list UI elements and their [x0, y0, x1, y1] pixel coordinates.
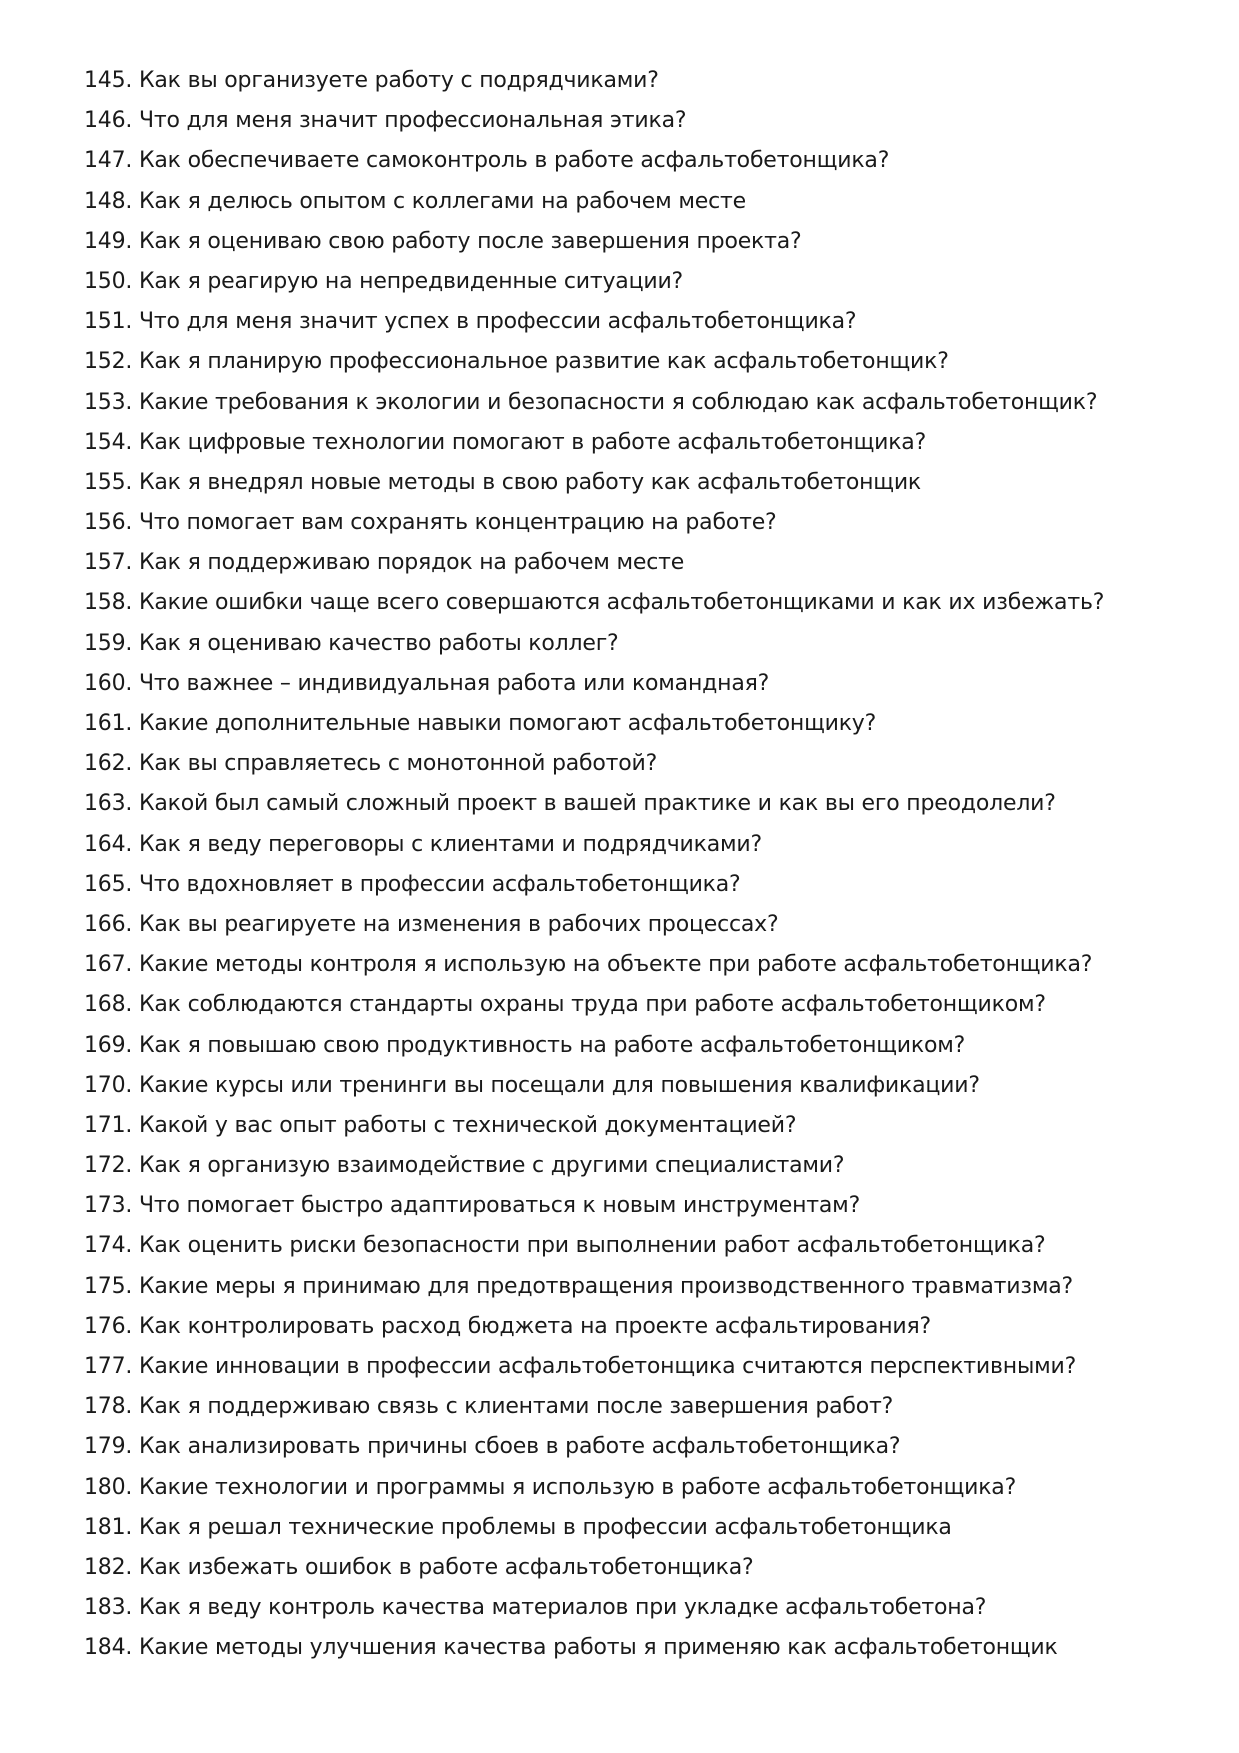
question-number: 152. [84, 349, 133, 375]
question-number: 158. [84, 590, 133, 616]
question-item [84, 101, 1164, 141]
question-item [84, 1226, 1164, 1266]
question-list [84, 61, 1164, 1669]
question-text: Как оценить риски безопасности при выполнении работ асфальтобетонщика? [138, 1233, 1046, 1259]
question-item [84, 825, 1164, 865]
question-text: Какие методы улучшения качества работы я применяю как асфальтобетонщик [138, 1635, 1058, 1661]
question-text: Как цифровые технологии помогают в работе асфальтобетонщика? [138, 429, 927, 455]
question-item [84, 262, 1164, 302]
question-item [84, 1628, 1164, 1668]
question-number: 173. [84, 1193, 133, 1219]
question-item [84, 865, 1164, 905]
question-number: 177. [84, 1354, 133, 1379]
question-number: 167. [84, 952, 133, 978]
question-number: 147. [84, 148, 133, 174]
question-number: 184. [84, 1635, 133, 1661]
question-text: Что для меня значит профессиональная этика? [138, 108, 687, 134]
question-text: Что помогает быстро адаптироваться к новым инструментам? [138, 1193, 861, 1219]
question-number: 146. [84, 108, 133, 134]
question-item [84, 1146, 1164, 1186]
question-item [84, 1347, 1164, 1387]
question-number: 166. [84, 911, 133, 937]
question-item [84, 1548, 1164, 1588]
question-number: 171. [84, 1112, 133, 1138]
question-text: Как вы реагируете на изменения в рабочих процессах? [138, 911, 779, 937]
question-text: Как я веду переговоры с клиентами и подрядчиками? [138, 831, 762, 857]
question-number: 157. [84, 550, 133, 576]
question-item [84, 222, 1164, 262]
question-item [84, 503, 1164, 543]
question-item [84, 1307, 1164, 1347]
question-item [84, 945, 1164, 985]
question-number: 149. [84, 228, 133, 254]
question-item [84, 704, 1164, 744]
question-text: Как я решал технические проблемы в профессии асфальтобетонщика [138, 1514, 952, 1540]
question-item [84, 463, 1164, 503]
question-number: 156. [84, 510, 133, 536]
question-text: Какие требования к экологии и безопасности я соблюдаю как асфальтобетонщик? [138, 389, 1098, 415]
question-number: 179. [84, 1434, 133, 1460]
question-number: 148. [84, 188, 133, 214]
question-number: 165. [84, 871, 133, 897]
question-text: Какие курсы или тренинги вы посещали для повышения квалификации? [138, 1072, 980, 1098]
question-number: 183. [84, 1595, 133, 1621]
question-item [84, 1468, 1164, 1508]
question-item [84, 1106, 1164, 1146]
question-item [84, 1026, 1164, 1066]
question-number: 153. [84, 389, 133, 415]
question-item [84, 583, 1164, 623]
question-text: Какие инновации в профессии асфальтобетонщика считаются перспективными? [138, 1354, 1077, 1379]
question-number: 175. [84, 1273, 133, 1299]
question-text: Как вы организуете работу с подрядчиками? [138, 68, 659, 93]
question-text: Какие технологии и программы я использую в работе асфальтобетонщика? [138, 1474, 1017, 1500]
question-number: 163. [84, 791, 133, 817]
question-text: Как я делюсь опытом с коллегами на рабочем месте [138, 188, 746, 214]
question-number: 150. [84, 268, 133, 294]
question-number: 162. [84, 751, 133, 777]
question-text: Как анализировать причины сбоев в работе асфальтобетонщика? [138, 1434, 901, 1460]
question-item [84, 1267, 1164, 1307]
question-text: Как я поддерживаю порядок на рабочем месте [138, 550, 685, 576]
question-item [84, 141, 1164, 181]
question-item [84, 985, 1164, 1025]
question-text: Как я веду контроль качества материалов при укладке асфальтобетона? [138, 1595, 987, 1621]
question-text: Какие меры я принимаю для предотвращения производственного травматизма? [138, 1273, 1074, 1299]
question-text: Как я повышаю свою продуктивность на работе асфальтобетонщиком? [138, 1032, 966, 1058]
question-number: 170. [84, 1072, 133, 1098]
question-number: 169. [84, 1032, 133, 1058]
question-text: Какие дополнительные навыки помогают асфальтобетонщику? [138, 711, 877, 736]
question-item [84, 1508, 1164, 1548]
question-text: Что для меня значит успех в профессии асфальтобетонщика? [138, 309, 857, 335]
question-number: 154. [84, 429, 133, 455]
question-item [84, 1387, 1164, 1427]
question-text: Как я планирую профессиональное развитие как асфальтобетонщик? [138, 349, 949, 375]
question-number: 164. [84, 831, 133, 857]
question-text: Какие методы контроля я использую на объекте при работе асфальтобетонщика? [138, 952, 1093, 978]
question-number: 178. [84, 1394, 133, 1420]
question-item [84, 302, 1164, 342]
question-text: Как я оцениваю свою работу после завершения проекта? [138, 228, 802, 254]
question-item [84, 182, 1164, 222]
question-text: Как обеспечиваете самоконтроль в работе асфальтобетонщика? [138, 148, 890, 174]
question-text: Что важнее – индивидуальная работа или командная? [138, 670, 770, 696]
question-text: Что вдохновляет в профессии асфальтобетонщика? [138, 871, 741, 897]
question-number: 159. [84, 630, 133, 656]
question-item [84, 1427, 1164, 1467]
question-item [84, 1588, 1164, 1628]
question-number: 145. [84, 68, 133, 93]
question-item [84, 61, 1164, 101]
question-item [84, 1066, 1164, 1106]
question-text: Как контролировать расход бюджета на проекте асфальтирования? [138, 1313, 932, 1339]
question-item [84, 342, 1164, 382]
question-number: 172. [84, 1153, 133, 1179]
question-text: Как я организую взаимодействие с другими специалистами? [138, 1153, 845, 1179]
question-text: Какие ошибки чаще всего совершаются асфальтобетонщиками и как их избежать? [138, 590, 1105, 616]
question-text: Какой у вас опыт работы с технической документацией? [138, 1112, 797, 1138]
question-text: Как соблюдаются стандарты охраны труда при работе асфальтобетонщиком? [138, 992, 1046, 1018]
question-number: 181. [84, 1514, 133, 1540]
question-number: 160. [84, 670, 133, 696]
question-number: 168. [84, 992, 133, 1018]
question-item [84, 744, 1164, 784]
question-number: 151. [84, 309, 133, 335]
question-text: Что помогает вам сохранять концентрацию на работе? [138, 510, 777, 536]
question-number: 155. [84, 469, 133, 495]
question-item [84, 423, 1164, 463]
question-item [84, 383, 1164, 423]
question-text: Как я внедрял новые методы в свою работу как асфальтобетонщик [138, 469, 922, 495]
question-item [84, 543, 1164, 583]
question-number: 161. [84, 711, 133, 736]
question-text: Как я оцениваю качество работы коллег? [138, 630, 619, 656]
question-item [84, 664, 1164, 704]
question-number: 180. [84, 1474, 133, 1500]
question-text: Какой был самый сложный проект в вашей практике и как вы его преодолели? [138, 791, 1056, 817]
question-number: 182. [84, 1554, 133, 1580]
question-item [84, 905, 1164, 945]
question-number: 174. [84, 1233, 133, 1259]
question-text: Как я поддерживаю связь с клиентами после завершения работ? [138, 1394, 894, 1420]
question-text: Как я реагирую на непредвиденные ситуации? [138, 268, 684, 294]
question-text: Как вы справляетесь с монотонной работой? [138, 751, 658, 777]
question-text: Как избежать ошибок в работе асфальтобетонщика? [138, 1554, 754, 1580]
question-item [84, 624, 1164, 664]
question-item [84, 1186, 1164, 1226]
question-item [84, 784, 1164, 824]
question-number: 176. [84, 1313, 133, 1339]
